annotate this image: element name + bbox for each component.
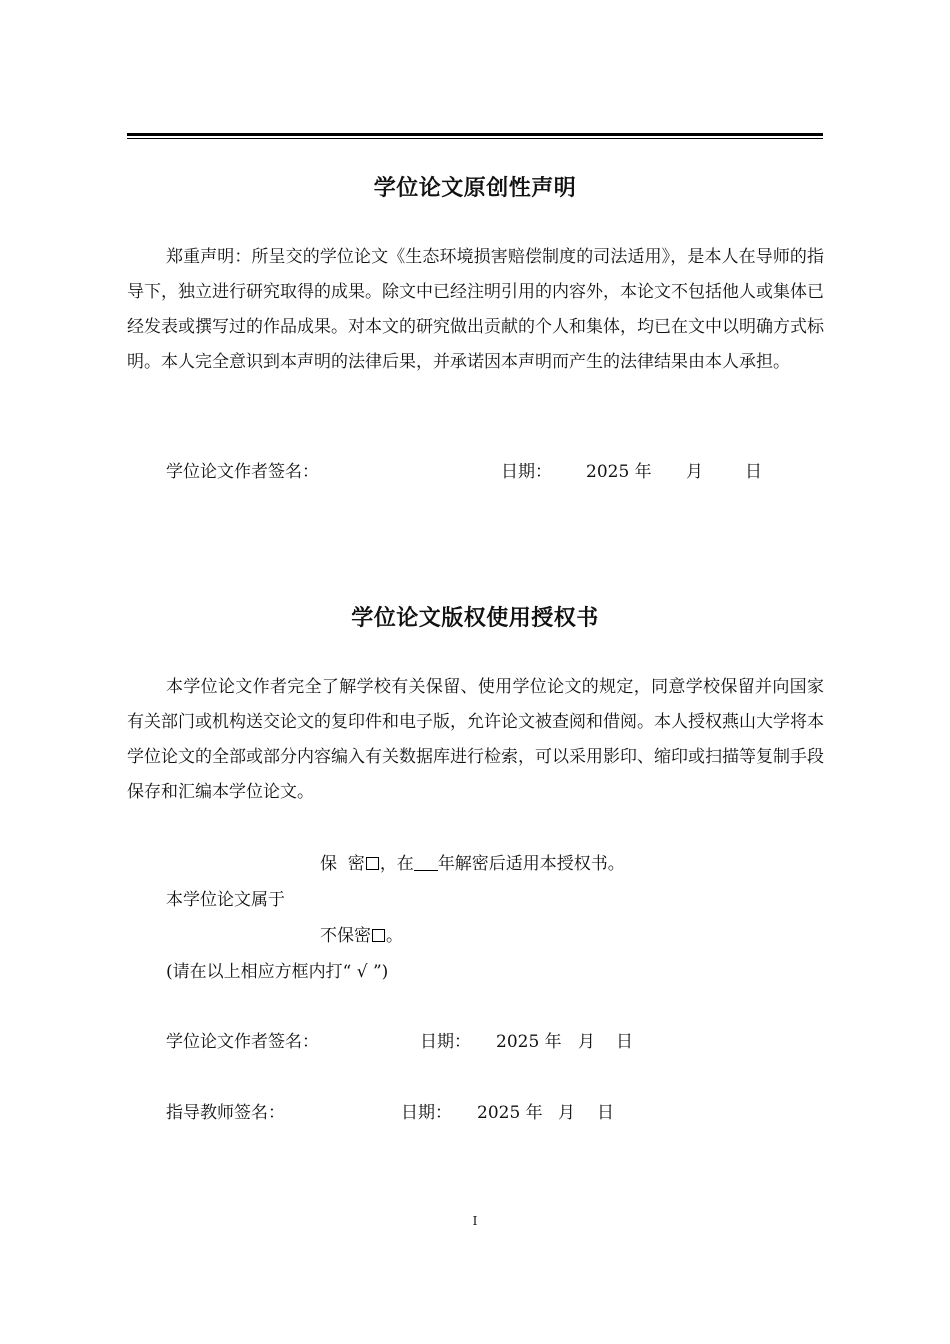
not-secret-option-line [320,924,403,948]
page-number: I [472,1214,478,1228]
secret-suffix-text: 年解密后适用本授权书。 [437,854,625,874]
advisor-date-label: 日期： [401,1103,452,1123]
secret-label: 保 密 [320,854,365,874]
not-secret-checkbox[interactable] [372,929,385,942]
decrypt-years-blank[interactable] [414,854,438,871]
not-secret-end: 。 [386,926,403,946]
not-secret-label: 不保密 [320,926,371,946]
advisor-date-year: 2025 年 [477,1103,543,1123]
header-rule-thin [127,138,823,139]
declaration-date-month: 月 [686,462,703,482]
author-date-month: 月 [578,1032,595,1052]
belongs-label: 本学位论文属于 [166,890,285,910]
author-date-year: 2025 年 [496,1032,562,1052]
declaration-date-year: 2025 年 [586,462,652,482]
declaration-title: 学位论文原创性声明 [373,176,577,201]
secret-checkbox[interactable] [366,857,379,870]
advisor-date-month: 月 [558,1103,575,1123]
declaration-date-day: 日 [745,462,762,482]
declaration-body: 郑重声明：所呈交的学位论文《生态环境损害赔偿制度的司法适用》，是本人在导师的指导下，独立进行研究取得的成果。除文中已经注明引用的内容外，本论文不包括他人或集体已经发表或撰写过的作品成果。对本文的研究做出贡献的个人和集体，均已在文中以明确方式标明。本人完全意识到本声明的法律后果，并承诺因本声明而产生的法律结果由本人承担。 [127,247,824,372]
advisor-date-day: 日 [597,1103,614,1123]
header-rule-thick [127,133,823,136]
secret-option-line [320,852,625,876]
author-signature-label: 学位论文作者签名： [166,1032,319,1052]
declaration-signature-label: 学位论文作者签名： [166,462,319,482]
authorization-title: 学位论文版权使用授权书 [351,606,599,631]
advisor-signature-label: 指导教师签名： [166,1103,285,1123]
author-date-day: 日 [616,1032,633,1052]
declaration-date-label: 日期： [501,462,552,482]
secret-mid-text: ，在 [379,854,414,874]
authorization-body: 本学位论文作者完全了解学校有关保留、使用学位论文的规定，同意学校保留并向国家有关部门或机构送交论文的复印件和电子版，允许论文被查阅和借阅。本人授权燕山大学将本学位论文的全部或部分内容编入有关数据库进行检索，可以采用影印、缩印或扫描等复制手段保存和汇编本学位论文。 [127,677,824,802]
author-date-label: 日期： [420,1032,471,1052]
checkbox-instruction: (请在以上相应方框内打“ √ ”) [166,962,389,982]
